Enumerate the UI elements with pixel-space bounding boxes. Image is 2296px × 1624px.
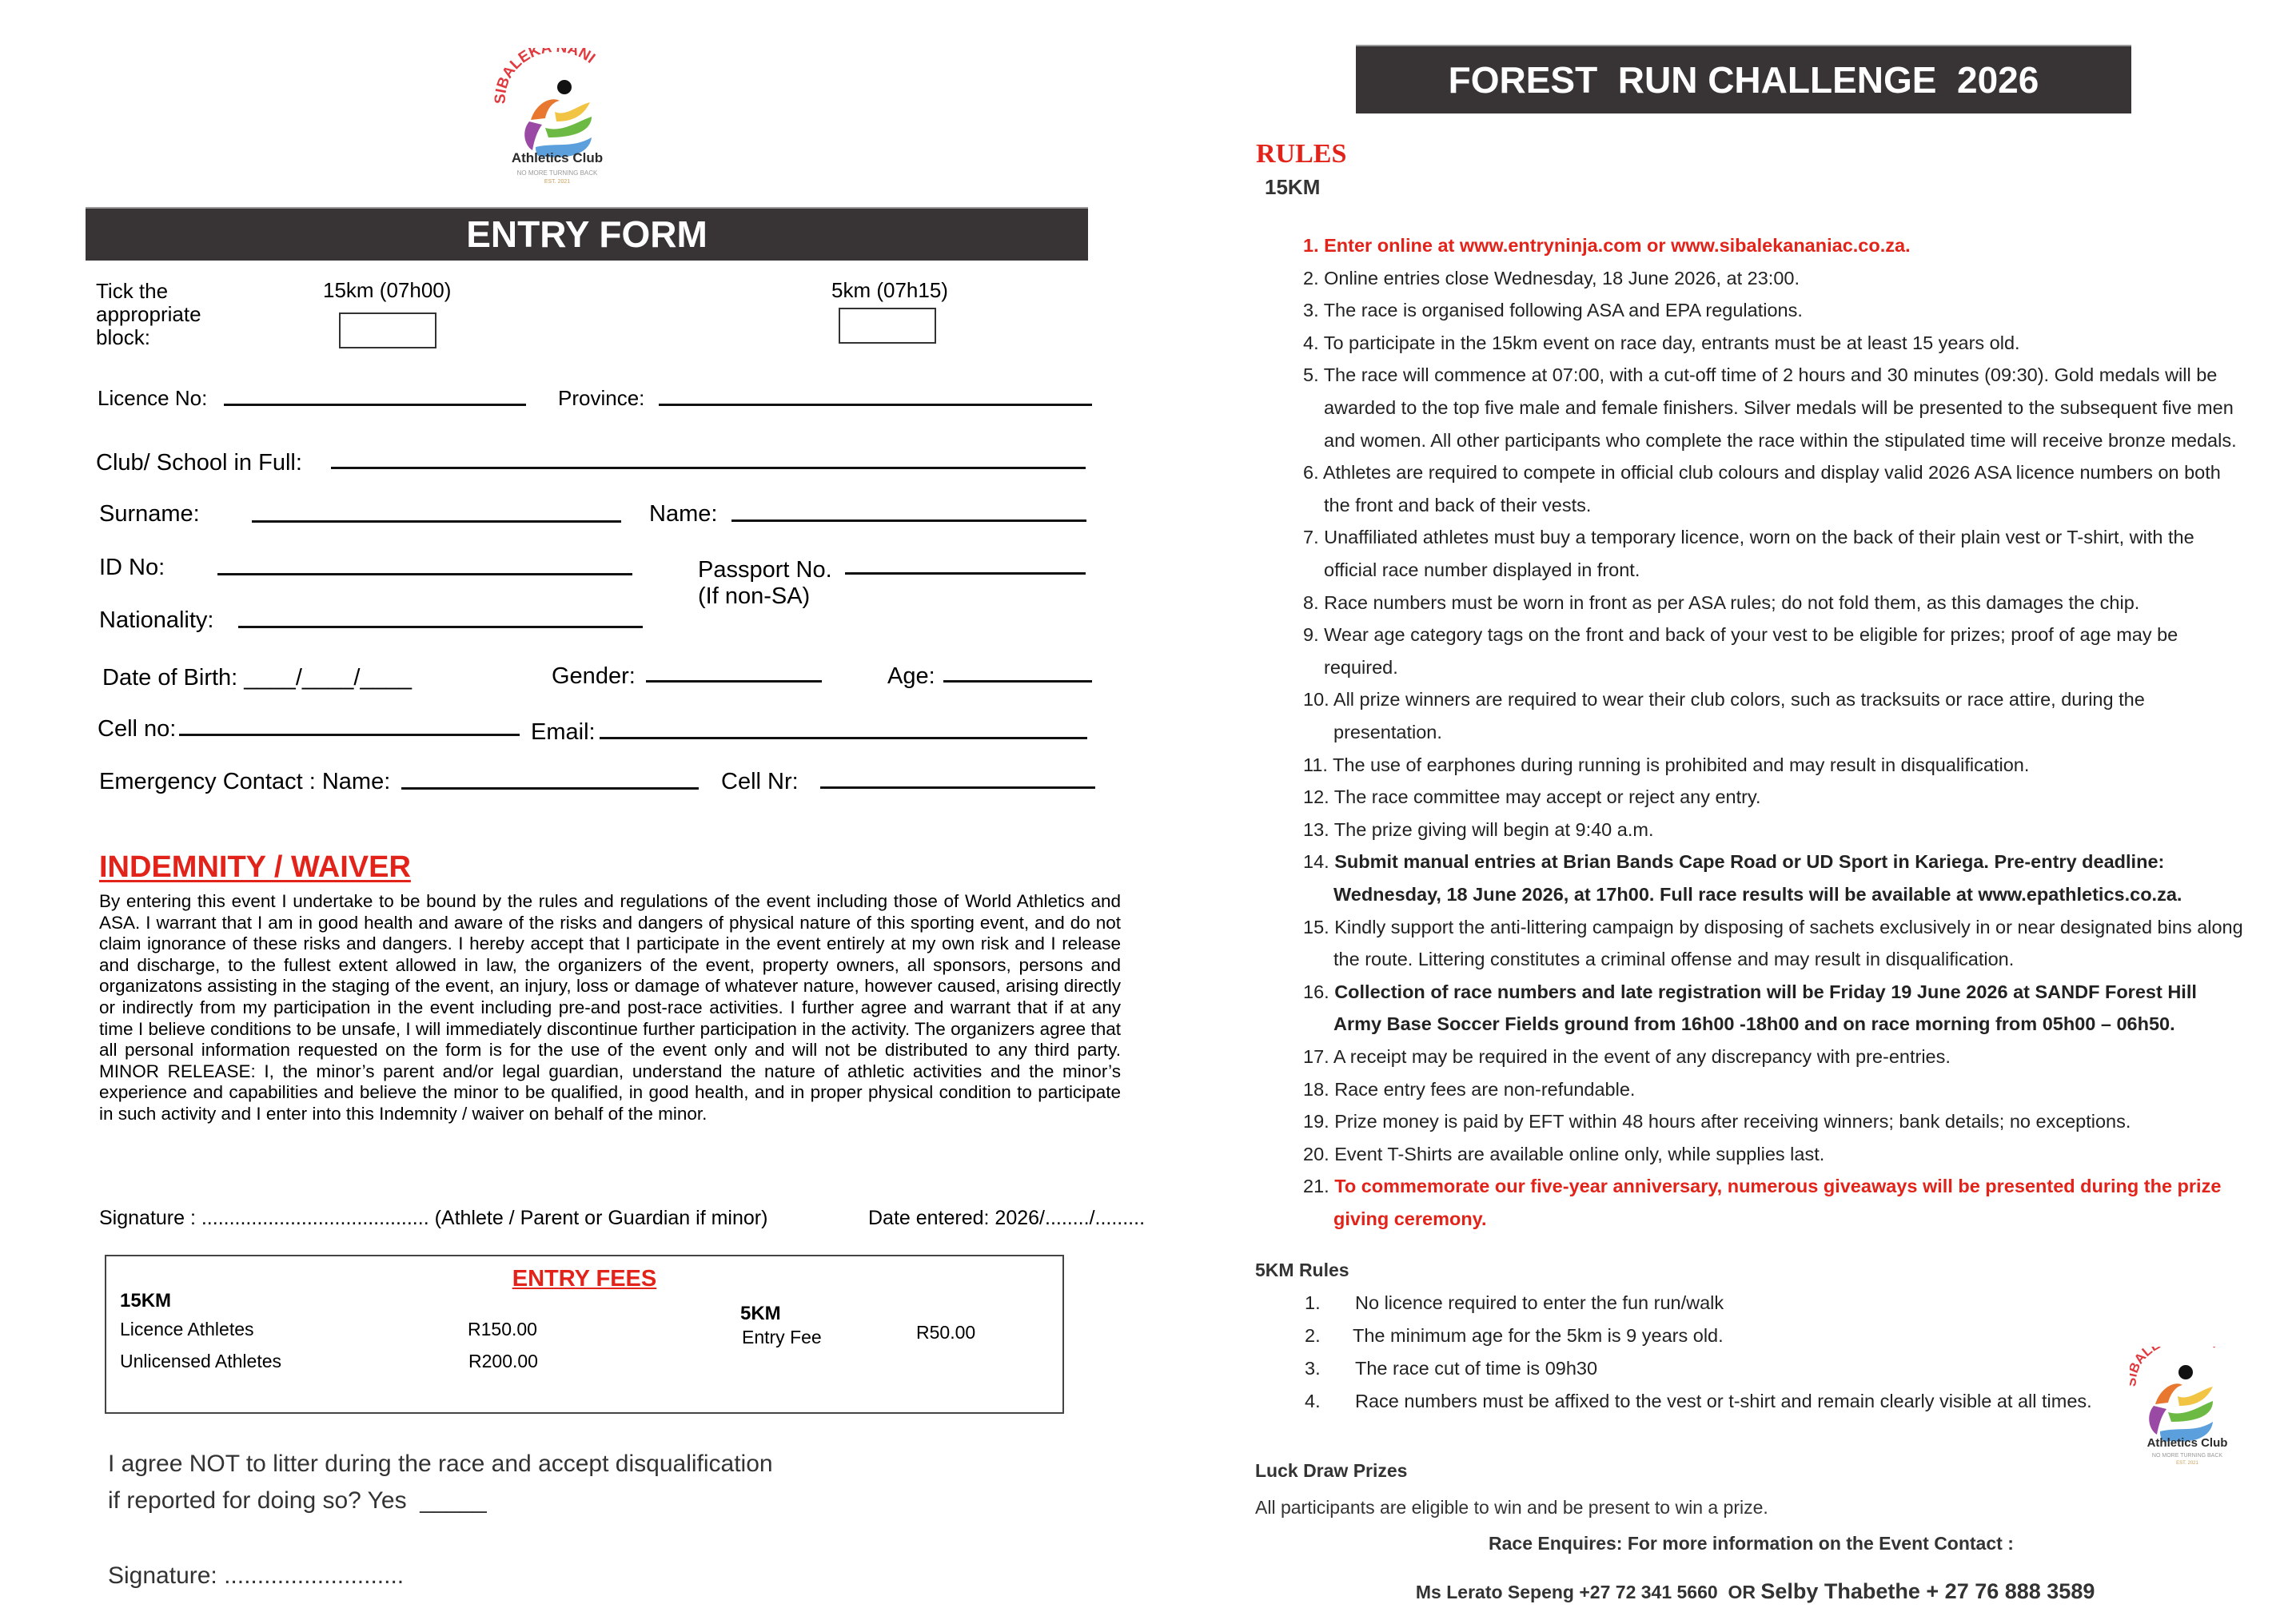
fee-row — [120, 1351, 568, 1372]
club-logo-small — [2130, 1347, 2250, 1475]
rule-text: giving ceremony. — [1333, 1208, 1487, 1229]
rule-15km-line — [1303, 527, 2194, 548]
final-signature[interactable]: Signature: ........................... — [108, 1562, 405, 1589]
fees-5km-heading: 5KM — [740, 1303, 781, 1324]
rule-15km-line — [1324, 495, 1591, 516]
name-label: Name: — [649, 501, 718, 527]
rule-5km-text: No licence required to enter the fun run/walk — [1355, 1292, 1724, 1313]
club-label: Club/ School in Full: — [96, 450, 302, 476]
contact-selby: Selby Thabethe + 27 76 888 3589 — [1760, 1579, 2095, 1603]
rule-text: 12. The race committee may accept or reject any entry. — [1303, 786, 1761, 808]
rule-text: 5. The race will commence at 07:00, with a cut-off time of 2 hours and 30 minutes (09:30). Gold medals will be — [1303, 364, 2218, 386]
fee-price: R200.00 — [468, 1351, 538, 1371]
name-input[interactable] — [731, 519, 1086, 522]
rule-text: 4. To participate in the 15km event on race day, entrants must be at least 15 years old. — [1303, 332, 2020, 353]
rule-text: official race number displayed in front. — [1324, 559, 1640, 580]
club-logo — [489, 48, 625, 192]
rule-15km-line — [1303, 754, 2029, 776]
surname-input[interactable] — [252, 520, 621, 523]
rule-15km-line — [1303, 981, 2197, 1003]
event-title: FOREST RUN CHALLENGE 2026 — [1448, 59, 2039, 101]
litter-agreement-line1: I agree NOT to litter during the race and accept disqualification — [108, 1451, 773, 1477]
passport-note: (If non-SA) — [698, 583, 811, 609]
fees-15km-heading: 15KM — [120, 1290, 172, 1312]
rule-text: 15. Kindly support the anti-littering campaign by disposing of sachets exclusively in or near designated bins along — [1303, 916, 2243, 937]
licence-label: Licence No: — [98, 386, 208, 410]
rule-15km-line — [1303, 917, 2243, 938]
rule-5km-number: 1. — [1305, 1292, 1321, 1313]
rule-text: 7. Unaffiliated athletes must buy a temporary licence, worn on the back of their plain vest or T-shirt, with the — [1303, 527, 2194, 548]
rule-text: 6. Athletes are required to compete in official club colours and display valid 2026 ASA licence numbers on both — [1303, 462, 2221, 484]
fee-label: Unlicensed Athletes — [120, 1351, 282, 1371]
rule-15km-line — [1303, 592, 2139, 614]
rule-number: 14. — [1303, 851, 1329, 873]
rule-15km-line — [1303, 786, 1761, 808]
rule-15km-line — [1333, 884, 2182, 906]
rule-text: presentation. — [1333, 722, 1442, 742]
logo-emblem-small — [2130, 1347, 2250, 1447]
tick-instruction: Tick the appropriate block: — [96, 279, 201, 349]
rule-5km-number: 4. — [1305, 1391, 1321, 1411]
event-title-bar — [1356, 45, 2131, 113]
rule-15km-line — [1303, 1046, 1951, 1068]
age-label: Age: — [887, 663, 935, 689]
rule-15km-line — [1303, 300, 1803, 321]
passport-label: Passport No. — [698, 557, 832, 583]
emergency-cell-input[interactable] — [820, 786, 1095, 789]
contact-line — [1409, 1565, 2095, 1604]
rule-text: 9. Wear age category tags on the front and back of your vest to be eligible for prizes; proof of age may be — [1303, 624, 2178, 646]
id-input[interactable] — [217, 573, 632, 575]
emergency-cell-label: Cell Nr: — [721, 769, 799, 794]
emergency-name-input[interactable] — [401, 787, 699, 790]
logo-arc-text: SIBALEKA ANI — [492, 48, 599, 105]
rule-text: 1. Enter online at www.entryninja.com or www.sibalekananiac.co.za. — [1303, 235, 1911, 256]
rule-text: Army Base Soccer Fields ground from 16h00 -18h00 and on race morning from 05h00 – 06h50. — [1333, 1013, 2175, 1035]
rule-5km-number: 3. — [1305, 1358, 1321, 1379]
age-input[interactable] — [943, 680, 1092, 683]
rule-15km-line — [1324, 430, 2237, 452]
rule-15km-line — [1333, 722, 1442, 743]
rule-text: 20. Event T-Shirts are available online only, while supplies last. — [1303, 1143, 1825, 1164]
rule-text: Collection of race numbers and late registration will be Friday 19 June 2026 at SANDF Forest Hill — [1334, 981, 2197, 1002]
rule-text: the front and back of their vests. — [1324, 494, 1592, 515]
rule-15km-line — [1303, 235, 1911, 257]
logo-club-name-small: Athletics Club — [2147, 1436, 2228, 1450]
fee-label: Licence Athletes — [120, 1319, 254, 1339]
race-enquiries: Race Enquires: For more information on the Event Contact : — [1489, 1533, 2014, 1554]
entry-form-title-bar — [86, 207, 1088, 261]
luck-draw-heading: Luck Draw Prizes — [1255, 1460, 1408, 1481]
rule-15km-line — [1324, 657, 1398, 679]
licence-input[interactable] — [224, 404, 526, 406]
rule-15km-line — [1303, 332, 2020, 354]
rule-text: Wednesday, 18 June 2026, at 17h00. Full race results will be available at www.epathletics.co.za. — [1333, 884, 2182, 905]
rule-15km-line — [1303, 1079, 1635, 1101]
rule-text: required. — [1324, 656, 1398, 678]
rule-15km-line — [1303, 1111, 2131, 1132]
rule-15km-line — [1333, 949, 2014, 970]
rule-text: To commemorate our five-year anniversary, numerous giveaways will be presented during the prize — [1334, 1176, 2222, 1197]
waiver-title: INDEMNITY / WAIVER — [99, 850, 411, 884]
passport-input[interactable] — [845, 572, 1086, 575]
nationality-input[interactable] — [238, 626, 643, 628]
fees-title: ENTRY FEES — [512, 1266, 657, 1292]
rule-text: the route. Littering constitutes a criminal offense and may result in disqualification. — [1333, 949, 2015, 970]
gender-label: Gender: — [552, 663, 636, 689]
option-15km-checkbox[interactable] — [339, 312, 436, 348]
email-label: Email: — [531, 719, 596, 745]
rule-15km-line — [1303, 462, 2221, 484]
option-5km-checkbox[interactable] — [839, 308, 936, 344]
logo-tagline: NO MORE TURNING BACK — [516, 169, 598, 177]
fee-price: R150.00 — [468, 1319, 537, 1339]
option-15km-label: 15km (07h00) — [323, 278, 452, 302]
gender-input[interactable] — [646, 680, 822, 683]
rule-15km-line — [1303, 624, 2178, 646]
rule-text: 17. A receipt may be required in the event of any discrepancy with pre-entries. — [1303, 1046, 1951, 1067]
email-input[interactable] — [600, 737, 1087, 739]
rule-text: Submit manual entries at Brian Bands Cape Road or UD Sport in Kariega. Pre-entry deadline: — [1334, 851, 2165, 873]
rule-15km-line — [1303, 1144, 1824, 1165]
luck-draw-text: All participants are eligible to win and be present to win a prize. — [1255, 1497, 1768, 1518]
fee-price: R50.00 — [916, 1322, 976, 1343]
rule-5km-text: Race numbers must be affixed to the vest or t-shirt and remain clearly visible at all times. — [1355, 1391, 2092, 1411]
litter-agreement-line2[interactable]: if reported for doing so? Yes _____ — [108, 1487, 487, 1514]
rule-15km-line — [1303, 268, 1800, 289]
surname-label: Surname: — [99, 501, 200, 527]
logo-arc-text-small: AL — [2131, 1347, 2155, 1367]
rule-5km-text: The race cut of time is 09h30 — [1355, 1358, 1598, 1379]
athlete-signature-line[interactable]: Signature : ......................................... (Athlete / Parent or Guardian if minor) — [99, 1207, 768, 1229]
rule-text: 8. Race numbers must be worn in front as per ASA rules; do not fold them, as this damages the chip. — [1303, 591, 2140, 613]
rule-text: 11. The use of earphones during running is prohibited and may result in disqualification. — [1303, 754, 2030, 775]
rule-5km-text: The minimum age for the 5km is 9 years old. — [1353, 1325, 1724, 1346]
contact-lerato: Ms Lerato Sepeng +27 72 341 5660 OR — [1415, 1582, 1761, 1602]
cell-label: Cell no: — [98, 716, 177, 742]
rule-5km-number: 2. — [1305, 1325, 1321, 1346]
logo-est: EST. 2021 — [544, 179, 571, 185]
rule-15km-line — [1303, 364, 2217, 386]
rule-15km-line — [1303, 1176, 2221, 1197]
date-entered[interactable]: Date entered: 2026/......../......... — [868, 1207, 1146, 1229]
rule-text: 13. The prize giving will begin at 9:40 a.m. — [1303, 818, 1654, 840]
rule-15km-line — [1324, 397, 2234, 419]
rule-number: 16. — [1303, 981, 1329, 1002]
rule-15km-line — [1303, 819, 1653, 841]
rule-text: awarded to the top five male and female finishers. Silver medals will be presented to the subsequent five men — [1324, 397, 2234, 418]
rules-5km-heading: 5KM Rules — [1255, 1260, 1349, 1280]
option-5km-label: 5km (07h15) — [831, 278, 948, 302]
rule-number: 21. — [1303, 1176, 1329, 1197]
cell-input[interactable] — [179, 734, 520, 736]
waiver-text: By entering this event I undertake to be bound by the rules and regulations of the event including those of World Athletics and ASA. I warrant that I am in good health and aware of the risks and dangers of physical nature of this sporting event, and do not claim ignorance of these risks and dangers. I hereby accept that I participate in the event entirely at my own risk and I release and discharge, to the fullest extent allowed in law, the organizers of the event, property owners, all sponsors, persons and organizatons assisting in the staging of the event, an injury, loss or damage of whatever nature, however caused, arising directly or indirectly from my participation in the event including pre-and post-race activities. I further agree and warrant that if at any time I believe conditions to be unsafe, I will immediately discontinue further participation in the activity. The organizers agree that all personal information requested on the form is for the use of the event only and will not be distributed to any third party. MINOR RELEASE: I, the minor’s parent and/or legal guardian, understand the nature of athletic activities and the minor’s experience and capabilities and believe the minor to be qualified, in good health, and in proper physical condition to participate in such activity and I enter into this Indemnity / waiver on behalf of the minor. — [99, 891, 1121, 1124]
fee-row — [120, 1319, 568, 1340]
id-label: ID No: — [99, 555, 165, 580]
rule-15km-line — [1324, 559, 1640, 581]
rule-text: 3. The race is organised following ASA and EPA regulations. — [1303, 300, 1803, 321]
entry-form-title: ENTRY FORM — [466, 213, 708, 255]
nationality-label: Nationality: — [99, 607, 214, 633]
rule-text: 18. Race entry fees are non-refundable. — [1303, 1078, 1636, 1100]
rule-text: 10. All prize winners are required to wear their club colors, such as tracksuits or race attire, during the — [1303, 689, 2145, 710]
rule-15km-line — [1303, 851, 2164, 873]
rule-15km-line — [1333, 1013, 2175, 1035]
entry-fees-box — [105, 1255, 1064, 1414]
province-input[interactable] — [659, 404, 1092, 406]
rule-text: 19. Prize money is paid by EFT within 48 hours after receiving winners; bank details; no exceptions. — [1303, 1111, 2131, 1132]
dob-field[interactable]: Date of Birth: ____/____/____ — [102, 665, 412, 691]
fee-row — [742, 1322, 1030, 1348]
rules-heading: RULES — [1256, 139, 1347, 169]
logo-club-name: Athletics Club — [511, 150, 604, 165]
rule-text: 2. Online entries close Wednesday, 18 June 2026, at 23:00. — [1303, 267, 1800, 289]
club-input[interactable] — [331, 467, 1086, 469]
logo-tagline-small: NO MORE TURNING BACK — [2151, 1453, 2223, 1459]
rule-15km-line — [1303, 689, 2145, 710]
fee-label: Entry Fee — [742, 1327, 822, 1347]
rule-15km-line — [1333, 1208, 1487, 1230]
logo-est-small: EST. 2021 — [2176, 1461, 2198, 1466]
rule-text: and women. All other participants who complete the race within the stipulated time will receive bronze medals. — [1324, 429, 2237, 451]
province-label: Province: — [558, 386, 645, 410]
rules-15km-subheading: 15KM — [1265, 175, 1321, 199]
emergency-name-label: Emergency Contact : Name: — [99, 769, 391, 794]
